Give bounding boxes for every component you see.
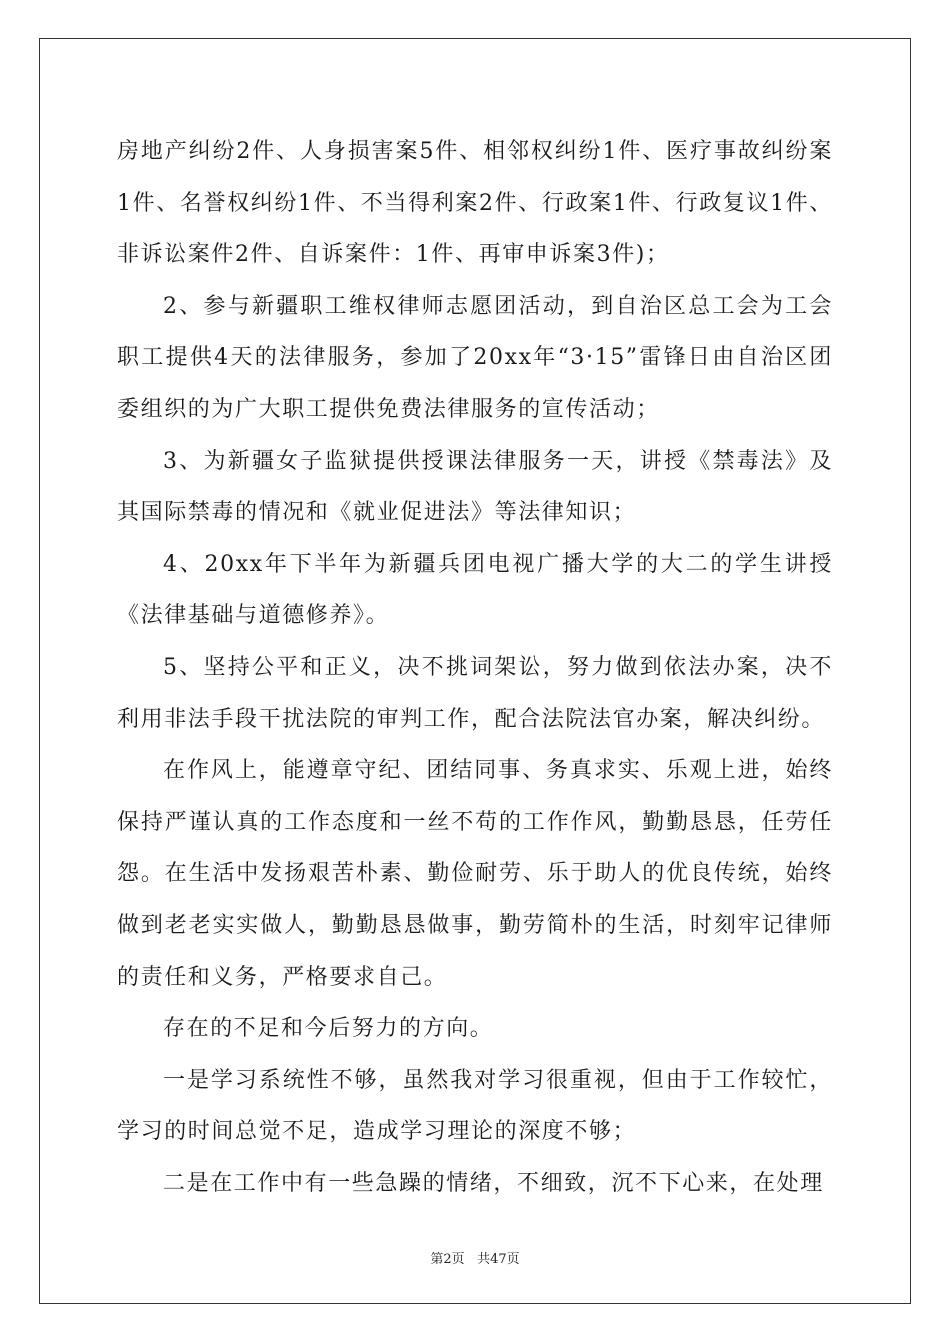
page-number: 第2页 [430,1252,465,1267]
page-footer [0,1248,950,1267]
paragraph: 二是在工作中有一些急躁的情绪，不细致，沉不下心来，在处理 [163,1170,824,1196]
paragraph: 3、为新疆女子监狱提供授课法律服务一天，讲授《禁毒法》及其国际禁毒的情况和《就业促进法》等法律知识； [117,448,833,526]
paragraph: 存在的不足和今后努力的方向。 [163,1016,494,1042]
paragraph: 4、20xx年下半年为新疆兵团电视广播大学的大二的学生讲授《法律基础与道德修养》。 [117,551,833,629]
page-total: 共47页 [477,1252,520,1267]
document-body [117,126,833,1209]
paragraph: 5、坚持公平和正义，决不挑词架讼，努力做到依法办案，决不利用非法手段干扰法院的审判工作，配合法院法官办案，解决纠纷。 [117,654,833,732]
paragraph: 房地产纠纷2件、人身损害案5件、相邻权纠纷1件、医疗事故纠纷案1件、名誉权纠纷1件、不当得利案2件、行政案1件、行政复议1件、非诉讼案件2件、自诉案件：1件、再审申诉案3件)； [117,139,833,268]
paragraph: 在作风上，能遵章守纪、团结同事、务真求实、乐观上进，始终保持严谨认真的工作态度和一丝不苟的工作作风，勤勤恳恳，任劳任怨。在生活中发扬艰苦朴素、勤俭耐劳、乐于助人的优良传统，始终做到老老实实做人，勤勤恳恳做事，勤劳简朴的生活，时刻牢记律师的责任和义务，严格要求自己。 [117,758,833,990]
paragraph: 2、参与新疆职工维权律师志愿团活动，到自治区总工会为工会职工提供4天的法律服务，参加了20xx年“3·15”雷锋日由自治区团委组织的为广大职工提供免费法律服务的宣传活动； [117,293,833,422]
paragraph: 一是学习系统性不够，虽然我对学习很重视，但由于工作较忙，学习的时间总觉不足，造成学习理论的深度不够； [117,1067,833,1145]
